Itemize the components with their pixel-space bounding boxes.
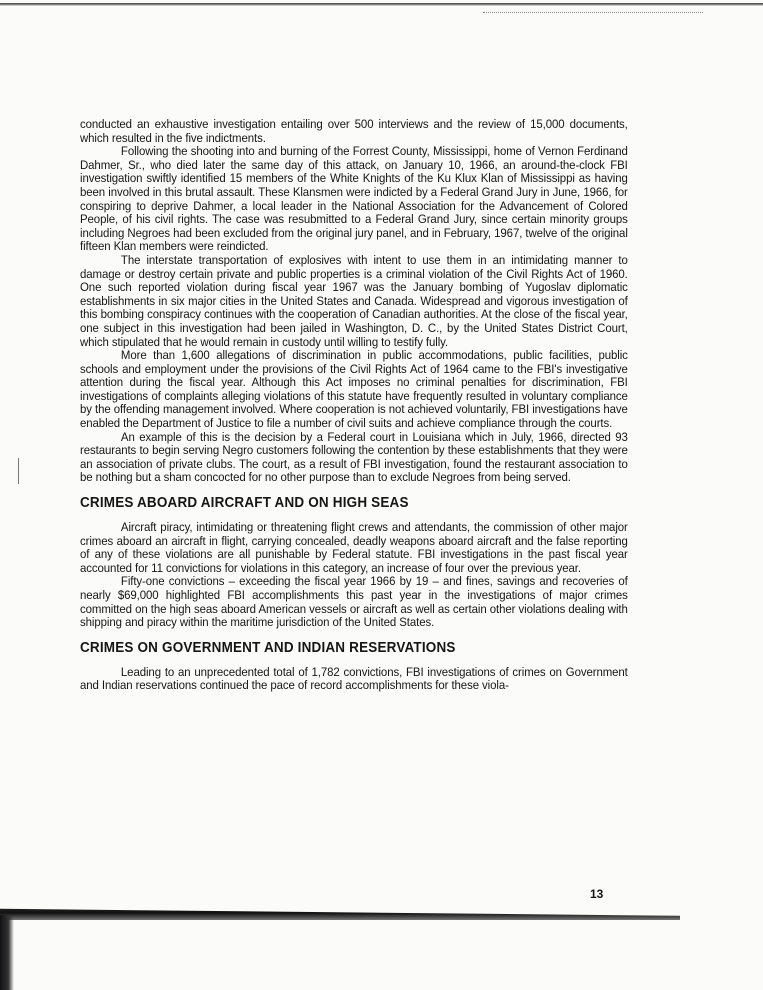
scan-edge-top <box>0 3 763 6</box>
paragraph: Following the shooting into and burning of the Forrest County, Mississippi, home of Vernon Ferdinand Dahmer, Sr., who died later the same day of this attack, on January 10, 1966, an around-the-clock FBI investigation swiftly identified 15 members of the White Knights of the Ku Klux Klan of Mississippi as having been involved in this brutal assault. These Klansmen were indicted by a Federal Grand Jury in June, 1966, for conspiring to deprive Dahmer, a local leader in the National Association for the Advancement of Colored People, of his civil rights. The case was resubmitted to a Federal Grand Jury, since certain minority groups including Negroes had been excluded from the original jury panel, and in February, 1967, twelve of the original fifteen Klan members were reindicted. <box>80 144 628 254</box>
paragraph: Fifty-one convictions – exceeding the fiscal year 1966 by 19 – and fines, savings and recoveries of nearly $69,000 highlighted FBI accomplishments this past year in the investigations of major crimes committed on the high seas aboard American vessels or aircraft as well as certain other violations dealing with shipping and piracy within the maritime jurisdiction of the United States. <box>80 574 628 630</box>
paragraph: conducted an exhaustive investigation entailing over 500 interviews and the review of 15,000 documents, which resulted in the five indictments. <box>80 117 628 145</box>
section-heading: CRIMES ON GOVERNMENT AND INDIAN RESERVATIONS <box>80 639 456 656</box>
section-heading: CRIMES ABOARD AIRCRAFT AND ON HIGH SEAS <box>80 495 409 512</box>
page-number: 13 <box>590 887 604 901</box>
page-body <box>80 118 628 693</box>
scan-edge-left <box>0 915 14 990</box>
paragraph: Leading to an unprecedented total of 1,782 convictions, FBI investigations of crimes on Government and Indian reservations continued the pace of record accomplishments for these viola- <box>80 664 628 693</box>
scan-edge-bottom <box>0 906 680 920</box>
scan-noise <box>483 12 703 17</box>
paragraph: More than 1,600 allegations of discrimination in public accommodations, public facilities, public schools and employment under the provisions of the Civil Rights Act of 1964 came to the FBI's investigative attention during the fiscal year. Although this Act imposes no criminal penalties for discrimination, FBI investigations of complaints alleging violations of this statute have frequently resulted in voluntary compliance by the offending management involved. Where cooperation is not achieved voluntarily, FBI investigations have enabled the Department of Justice to file a number of civil suits and achieve compliance through the courts. <box>80 348 628 431</box>
paragraph: An example of this is the decision by a Federal court in Louisiana which in July, 1966, directed 93 restaurants to begin serving Negro customers following the contention by these establishments that they were an association of private clubs. The court, as a result of FBI investigation, found the restaurant association to be nothing but a sham concocted for no other purpose than to exclude Negroes from being served. <box>80 429 628 485</box>
margin-mark <box>18 458 19 484</box>
paragraph: The interstate transportation of explosives with intent to use them in an intimidating manner to damage or destroy certain private and public properties is a criminal violation of the Civil Rights Act of 1960. One such reported violation during fiscal year 1967 was the January bombing of Yugoslav diplomatic establishments in six major cities in the United States and Canada. Widespread and vigorous investigation of this bombing conspiracy continues with the cooperation of Canadian authorities. At the close of the fiscal year, one subject in this investigation had been jailed in Washington, D. C., by the United States District Court, which stipulated that he would remain in custody until willing to testify fully. <box>80 252 628 349</box>
paragraph: Aircraft piracy, intimidating or threatening flight crews and attendants, the commission of other major crimes aboard an aircraft in flight, carrying concealed, deadly weapons aboard aircraft and the false reporting of any of these violations are all punishable by Federal statute. FBI investigations in the past fiscal year accounted for 11 convictions for violations in this category, an increase of four over the previous year. <box>80 520 628 575</box>
